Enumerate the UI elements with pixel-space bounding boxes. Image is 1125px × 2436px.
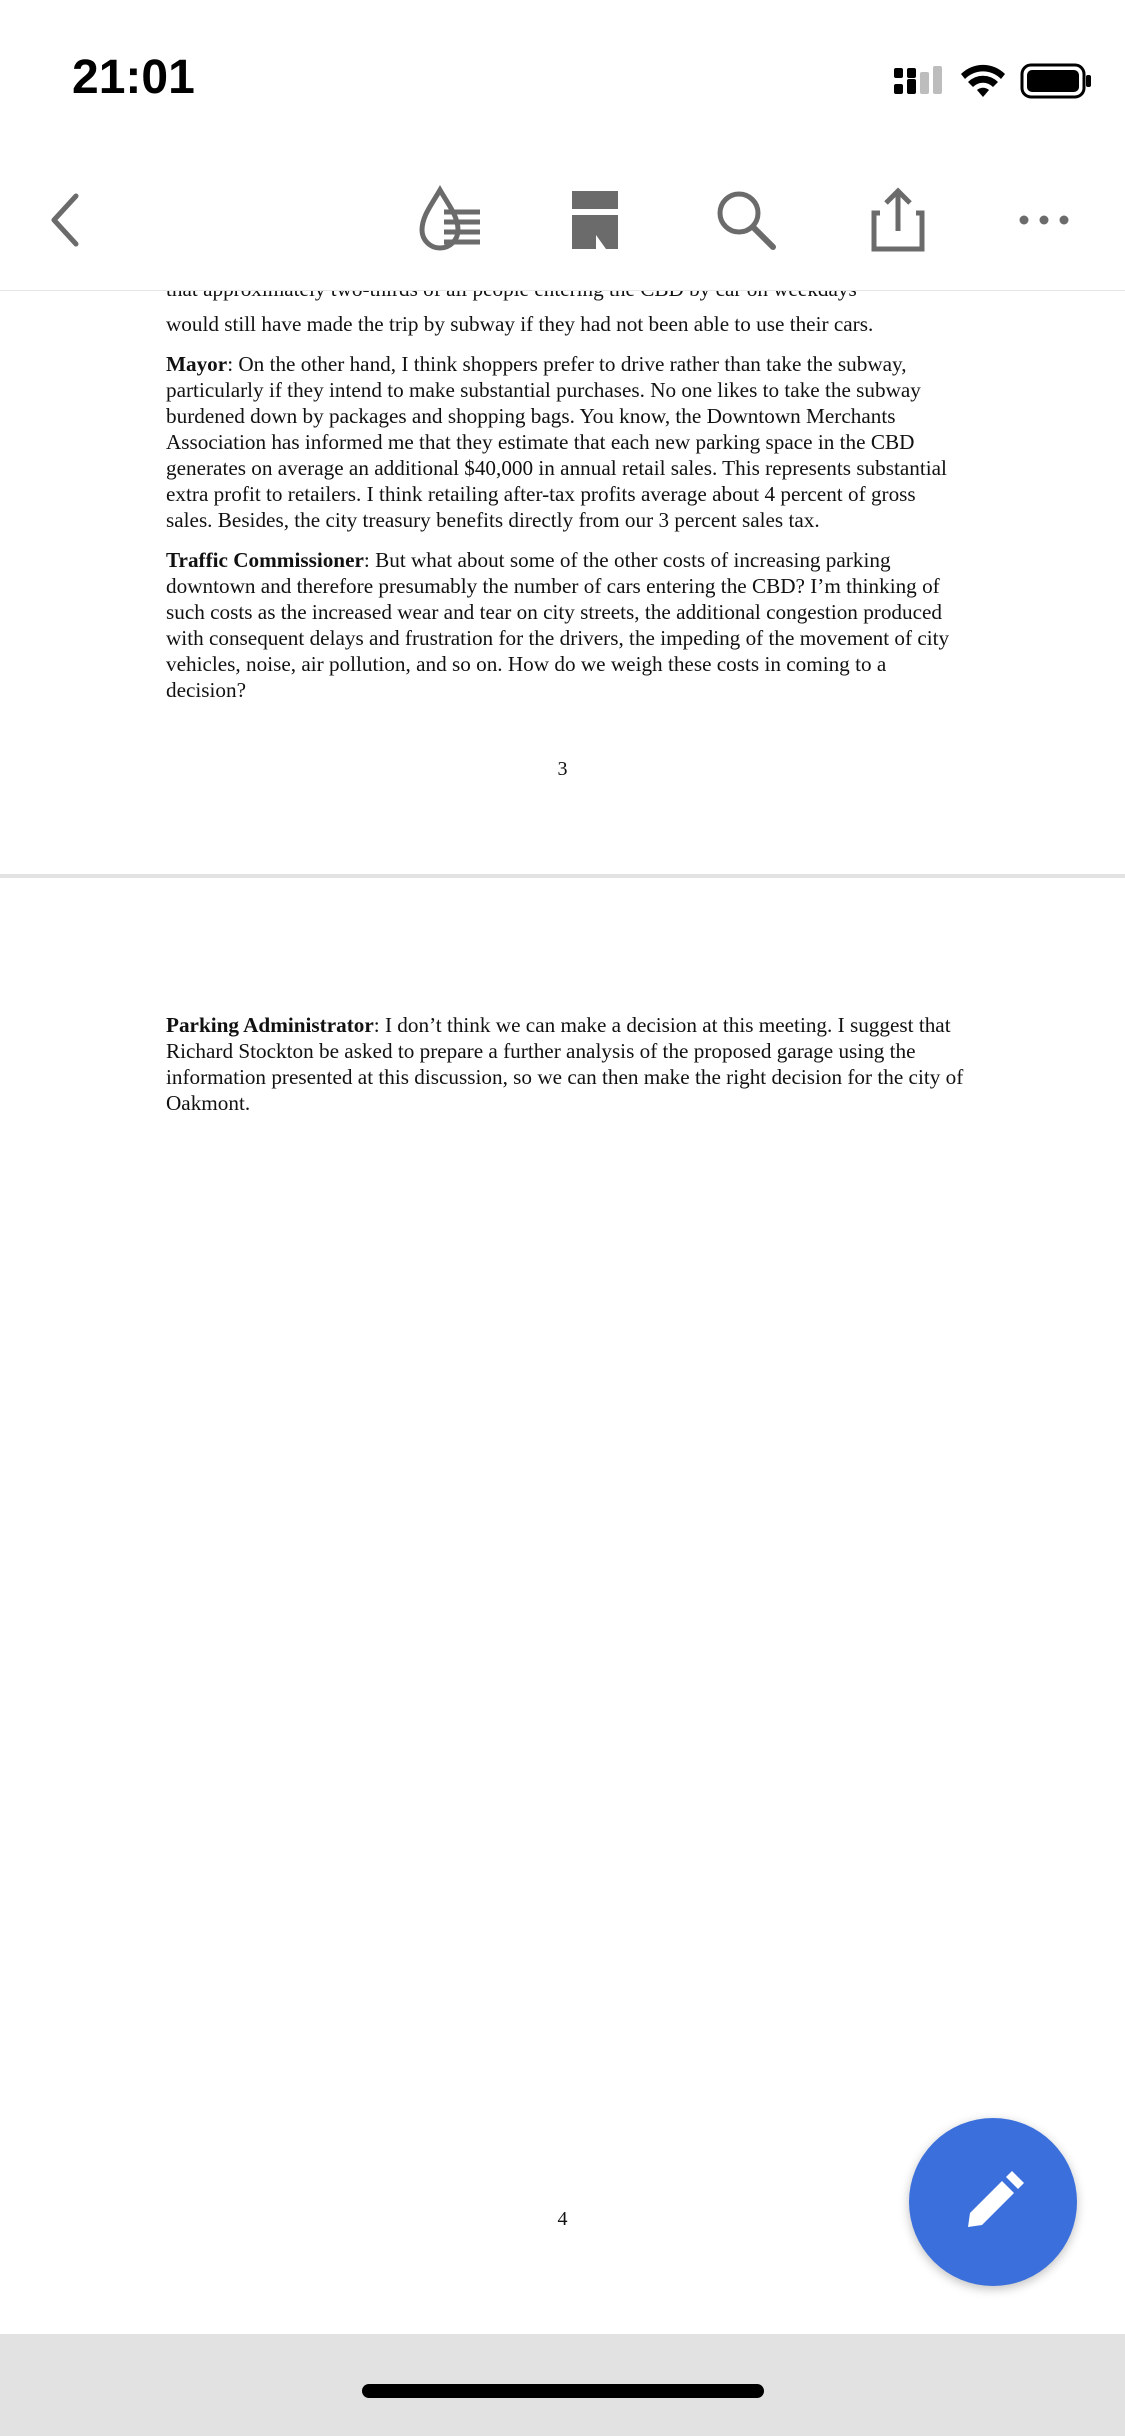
wifi-icon <box>960 64 1006 98</box>
edit-fab-button[interactable] <box>909 2118 1077 2286</box>
more-icon <box>1014 210 1074 230</box>
bookmark-button[interactable] <box>556 180 636 260</box>
speaker-mayor: Mayor <box>166 352 228 376</box>
back-button[interactable] <box>24 180 104 260</box>
toolbar <box>0 150 1125 291</box>
search-icon <box>713 187 779 253</box>
page-4-text <box>166 1012 966 1130</box>
paragraph-parking-administrator: Parking Administrator: I don’t think we can make a decision at this meeting. I suggest that Richard Stockton be asked to prepare a further analysis of the proposed garage using the information presented at this discussion, so we can then make the right decision for the city of Oakmont. <box>166 1013 964 1115</box>
back-icon <box>44 190 84 250</box>
cut-off-line <box>166 289 966 315</box>
document-viewer[interactable] <box>0 291 1125 2336</box>
page-number-4: 4 <box>557 2208 568 2230</box>
document-page-4 <box>0 878 1125 2336</box>
bottom-bar <box>0 2334 1125 2436</box>
bookmark-icon <box>566 187 626 253</box>
paragraph-continuation: would still have made the trip by subway if they had not been able to use their cars. <box>166 312 874 336</box>
reading-mode-icon <box>414 184 486 256</box>
document-page-3 <box>0 291 1125 875</box>
share-button[interactable] <box>858 180 938 260</box>
status-bar <box>0 0 1125 150</box>
search-button[interactable] <box>706 180 786 260</box>
speaker-traffic-commissioner: Traffic Commissioner <box>166 548 364 572</box>
more-button[interactable] <box>1004 180 1084 260</box>
page-3-text <box>166 289 966 717</box>
paragraph-traffic-commissioner: Traffic Commissioner: But what about some of the other costs of increasing parking downtown and therefore presumably the number of cars entering the CBD? I’m thinking of such costs as the increased wear and tear on city streets, the additional congestion produced with consequent delays and frustration for the drivers, the impeding of the movement of city vehicles, noise, air pollution, and so on. How do we weigh these costs in coming to a decision? <box>166 548 950 702</box>
status-time: 21:01 <box>72 51 195 104</box>
page-number-3: 3 <box>557 758 568 780</box>
edit-pencil-icon <box>960 2169 1026 2235</box>
home-indicator[interactable] <box>362 2384 764 2398</box>
battery-icon <box>1020 62 1092 100</box>
cellular-signal-icon <box>894 66 944 100</box>
share-icon <box>868 187 928 253</box>
reading-mode-button[interactable] <box>410 180 490 260</box>
speaker-parking-administrator: Parking Administrator <box>166 1013 374 1037</box>
paragraph-mayor: Mayor: On the other hand, I think shoppers prefer to drive rather than take the subway, particularly if they intend to make substantial purchases. No one likes to take the subway burdened down by packages and shopping bags. You know, the Downtown Merchants Association has informed me that they estimate that each new parking space in the CBD generates on average an additional $40,000 in annual retail sales. This represents substantial extra profit to retailers. I think retailing after-tax profits average about 4 percent of gross sales. Besides, the city treasury benefits directly from our 3 percent sales tax. <box>166 352 947 532</box>
